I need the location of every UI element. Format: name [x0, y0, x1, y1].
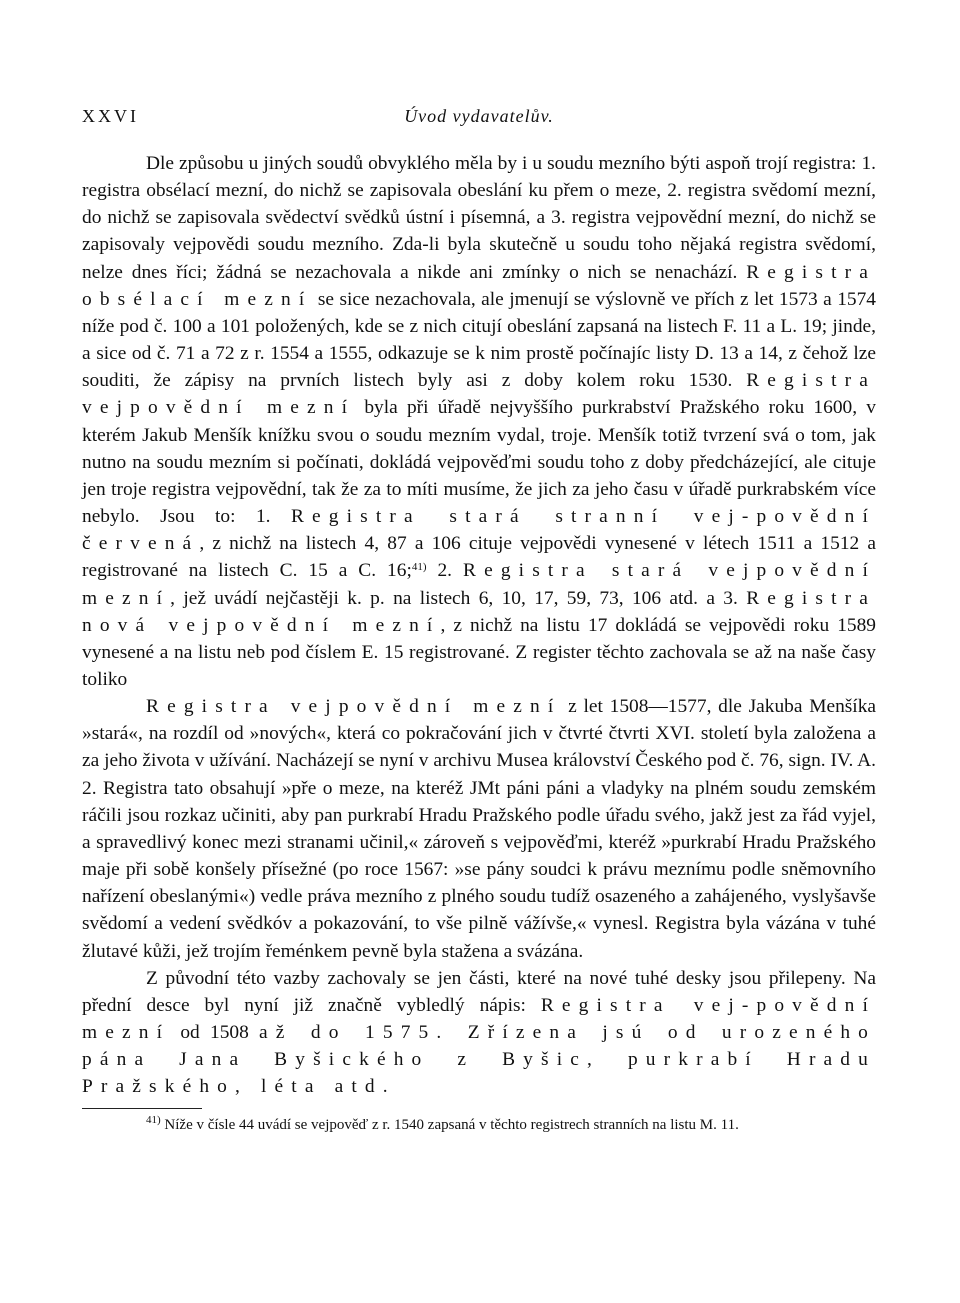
text-run: se sice nezachovala, ale jmenují se výslovně ve přích z let 1573 a 1574 níže pod č. 100 a 101 položených, kde se z nich citují obeslání zapsaná na listech F. 11 a L. 19; jinde, a sice od č. 71 a 72 z r. 1554 a 1555, odkazuje se k nim prostě počínajíc listy D. 13 a 14, z čehož lze souditi, že zápisy na prvních listech byly asi z doby kolem roku 1530.: [82, 288, 876, 392]
spaced-emphasis: Registra nová vejpovědní mezní: [82, 587, 876, 636]
spaced-emphasis: Registra stará vejpovědní mezní: [82, 560, 876, 609]
body-text: [82, 150, 876, 1136]
footnote-body: Níže v čísle 44 uvádí se vejpověď z r. 1540 zapsaná v těchto registrech stranních na listu M. 11.: [160, 1117, 739, 1134]
paragraph: [82, 965, 876, 1101]
text-run: 2.: [426, 560, 463, 582]
text-run: , z nichž na listech 4, 87 a 106 cituje vejpovědi vynesené v létech 1511 a 1512 a registrované na listech C. 15 a C. 16;: [82, 533, 876, 582]
page-number: XXVI: [82, 106, 139, 126]
text-run: byla při úřadě nejvyššího purkrabství Pražského roku 1600, v kterém Jakub Menšík knížku svou o soudu mezním vydal, troje. Menšík totiž tvrzení svá o tom, jak nutno na soudu mezním si počínati, dokládá vejpověďmi soudu toho z doby předcházející, ale cituje jen troje registra vejpovědní, tak že za to míti musíme, že jich za jeho času v úřadě purkrabském více nebylo. Jsou to: 1.: [82, 397, 876, 528]
text-run: , jež uvádí nejčastěji k. p. na listech 6, 10, 17, 59, 73, 106 atd. a 3.: [170, 587, 747, 609]
footnote: [82, 1108, 876, 1136]
footnote-rule: [82, 1108, 202, 1109]
spaced-emphasis: Registra vej-povědní mezní: [82, 994, 876, 1043]
running-title: Úvod vydavatelův.: [404, 106, 554, 126]
footnote-marker: 41): [146, 1114, 161, 1127]
text-run: z let 1508—1577, dle Jakuba Menšíka »stará«, na rozdíl od »nových«, která co pokračování jich v čtvrté čtvrti XVI. století byla založena a za jeho života v užívání. Nacházejí se nyní v archivu Musea království Českého pod č. 76, sign. IV. A. 2. Registra tato obsahují »pře o meze, na kteréž JMt páni páni a vladyky na plném soudu zemském ráčili jsou rozkaz učiniti, aby pan purkrabí Hradu Pražského podle úřadu svého, jakž jest za řád vyjel, a spravedlivý konec mezi stranami učinil,« zároveň s vejpověďmi, kteréž »purkrabí Hradu Pražského maje při sobě konšely přísežné (po roce 1567: »se pány soudci k právu meznímu podle sněmovního nařízení obeslanými«) vedle práva mezního z plného soudu tudíž osazeného a zahájeného, vyslyšavše svědomí a vedení svědkóv a pokazování, to vše pilně vážívše,« vynesl. Registra byla vázána v tuhé žlutavé kůži, jež trojím řeménkem pevně byla stažena a svázána.: [82, 696, 876, 962]
paragraphs: [82, 150, 876, 1100]
paragraph: [82, 693, 876, 965]
spaced-emphasis: Registra obsélací mezní: [82, 261, 876, 310]
spaced-emphasis: Registra stará stranní vej-povědní červená: [82, 506, 876, 555]
footnote-text: [82, 1115, 876, 1136]
text-run: Dle způsobu u jiných soudů obvyklého měla by i u soudu mezního býti aspoň trojí registra: 1. registra obsélací mezní, do nichž se zapisovala obeslání ku přem o meze, 2. registra svědomí mezní, do nichž se zapisovala svědectví svědků ústní i písemná, a 3. registra vejpovědní mezní, do nichž se zapisovaly vejpovědi soudu mezního. Zda-li byla skutečně u soudu toho nějaká registra svědomí, nelze dnes říci; žádná se nezachovala a nikde ani zmínky o nich se nenachází.: [82, 153, 876, 283]
running-header: [82, 104, 876, 128]
paragraph: [82, 150, 876, 693]
text-run: Z původní této vazby zachovaly se jen části, které na nové tuhé desky jsou přilepeny. Na přední desce byl nyní již značně vybledlý nápis:: [82, 967, 876, 1016]
text-run: od 1508: [170, 1022, 260, 1043]
spaced-emphasis: Registra vejpovědní mezní: [82, 370, 876, 419]
spaced-emphasis: Registra vejpovědní mezní: [146, 696, 562, 718]
spaced-emphasis: až do 1575. Zřízena jsú od urozeného pána Jana Byšického z Byšic, purkrabí Hradu Pražského, léta atd.: [82, 1022, 877, 1098]
text-run: , z nichž na listu 17 dokládá se vejpovědi roku 1589 vynesené a na listu neb pod číslem E. 15 registrované. Z register těchto zachovala se až na naše časy toliko: [82, 614, 876, 690]
footnote-reference: 41): [411, 561, 427, 574]
